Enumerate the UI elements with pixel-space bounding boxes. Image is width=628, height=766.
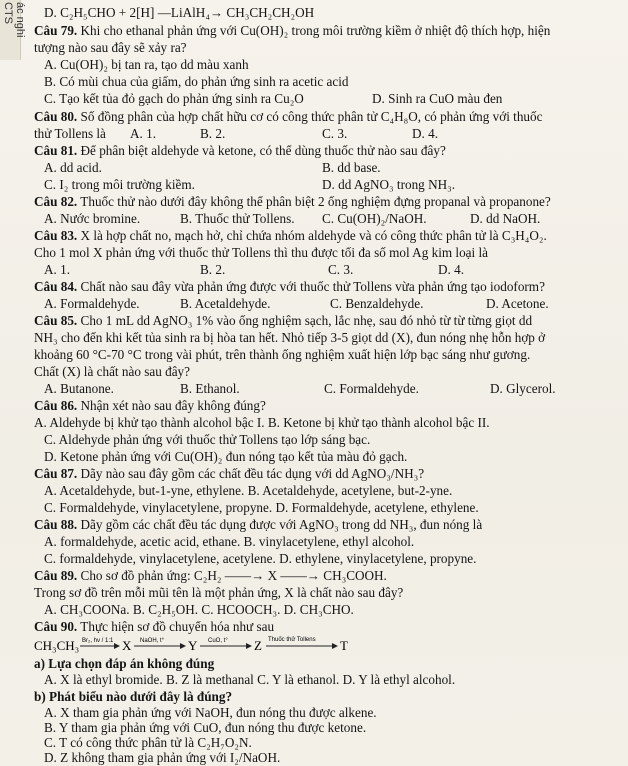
question-79: Câu 79. Khi cho ethanal phản ứng với Cu(OH)₂ trong môi trường kiềm ở nhiệt độ thích hợp, hiện — [34, 23, 551, 38]
question-88: Câu 88. Dãy gồm các chất đều tác dụng được với AgNO₃ trong dd NH₃, đun nóng là — [34, 517, 483, 532]
option-82d: D. dd NaOH. — [470, 211, 541, 226]
question-80-cont: thử Tollens là — [34, 126, 106, 141]
question-87: Câu 87. Dãy nào sau đây gồm các chất đều tác dụng với dd AgNO₃/NH₃? — [34, 466, 425, 481]
option-82b: B. Thuốc thử Tollens. — [180, 211, 295, 226]
option-90a: A. X là ethyl bromide. B. Z là methanal C. Y là ethanol. D. Y là ethyl alcohol. — [44, 672, 456, 687]
option-79c: C. Tạo kết tủa đỏ gạch do phản ứng sinh ra Cu₂O — [44, 91, 304, 106]
option-84b: B. Acetaldehyde. — [180, 296, 271, 311]
option-90b-d: D. Z không tham gia phản ứng với I₂/NaOH. — [44, 750, 281, 765]
option-80c: C. 3. — [322, 126, 348, 141]
option-85b: B. Ethanol. — [180, 381, 240, 396]
question-84: Câu 84. Chất nào sau đây vừa phản ứng được với thuốc thử Tollens vừa phản ứng tạo iodoform? — [34, 279, 545, 294]
scheme-x: X — [122, 638, 132, 653]
option-90b-b: B. Y tham gia phản ứng với CuO, đun nóng thu được ketone. — [44, 720, 367, 735]
question-83: Câu 83. X là hợp chất no, mạch hở, chỉ chứa nhóm aldehyde và có công thức phân tử là C₃H₄O₂. — [34, 228, 547, 243]
option-84c: C. Benzaldehyde. — [330, 296, 424, 311]
option-81c: C. I₂ trong môi trường kiềm. — [44, 177, 195, 192]
question-86: Câu 86. Nhận xét nào sau đây không đúng? — [34, 398, 266, 413]
part-b: b) Phát biểu nào dưới đây là đúng? — [34, 689, 233, 704]
option-87cd: C. Formaldehyde, vinylacetylene, propyne. D. Formaldehyde, acetylene, ethylene. — [44, 500, 479, 515]
scheme-start: CH₃CH₃ — [34, 638, 80, 653]
option-82c: C. Cu(OH)₂/NaOH. — [322, 211, 427, 226]
question-85: Câu 85. Cho 1 mL dd AgNO₃ 1% vào ống nghiệm sạch, lắc nhẹ, sau đó nhỏ từ từ từng giọt dd — [34, 313, 533, 328]
option-85d: D. Glycerol. — [490, 381, 556, 396]
option-80d: D. 4. — [412, 126, 439, 141]
option-83c: C. 3. — [328, 262, 354, 277]
option-85a: A. Butanone. — [44, 381, 114, 396]
margin-strip — [0, 0, 26, 60]
option-79b: B. Có mùi chua của giấm, do phản ứng sinh ra acetic acid — [44, 74, 349, 89]
cond-1: Br₂, hν / 1:1 — [82, 638, 114, 644]
option-89: A. CH₃COONa. B. C₂H₅OH. C. HCOOCH₃. D. CH₃CHO. — [44, 602, 354, 617]
question-89-cont: Trong sơ đồ trên mỗi mũi tên là một phản ứng, X là chất nào sau đây? — [34, 585, 404, 600]
part-a: a) Lựa chọn đáp án không đúng — [34, 656, 215, 671]
option-84a: A. Formaldehyde. — [44, 296, 140, 311]
question-80: Câu 80. Số đồng phân của hợp chất hữu cơ có công thức phân tử C₄H₈O, có phản ứng với thuốc — [34, 109, 543, 124]
option-86d: D. Ketone phản ứng với Cu(OH)₂ đun nóng tạo kết tủa màu đỏ gạch. — [44, 449, 408, 464]
cond-4: Thuốc thử Tollens — [268, 637, 316, 643]
option-81d: D. dd AgNO₃ trong NH₃. — [322, 177, 456, 192]
option-83d: D. 4. — [438, 262, 465, 277]
line-q78d: D. C₂H₅CHO + 2[H] —LiAlH₄→ CH₃CH₂CH₂OH — [44, 5, 315, 20]
option-86c: C. Aldehyde phản ứng với thuốc thử Tollens tạo lớp sáng bạc. — [44, 432, 371, 447]
option-80a: A. 1. — [130, 126, 157, 141]
option-79d: D. Sinh ra CuO màu đen — [372, 91, 503, 106]
question-85-cont1: NH₃ cho đến khi kết tủa sinh ra bị hòa tan hết. Nhỏ tiếp 3-5 giọt dd (X), đun nóng nhẹ hỗn hợp ở — [34, 330, 546, 345]
option-81a: A. dd acid. — [44, 160, 102, 175]
option-88ab: A. formaldehyde, acetic acid, ethane. B. vinylacetylene, ethyl alcohol. — [44, 534, 415, 549]
option-86ab: A. Aldehyde bị khử tạo thành alcohol bậc I. B. Ketone bị khử tạo thành alcohol bậc II. — [34, 415, 490, 430]
option-81b: B. dd base. — [322, 160, 381, 175]
question-89: Câu 89. Cho sơ đồ phản ứng: C₂H₂ ——→ X ——→ CH₃COOH. — [34, 568, 387, 583]
option-85c: C. Formaldehyde. — [324, 381, 419, 396]
question-82: Câu 82. Thuốc thử nào dưới đây không thể phân biệt 2 ống nghiệm đựng propanal và propanone? — [34, 194, 551, 209]
option-80b: B. 2. — [200, 126, 226, 141]
cond-2: NaOH, t° — [140, 638, 165, 644]
option-83b: B. 2. — [200, 262, 226, 277]
question-79-cont: tượng nào sau đây sẽ xảy ra? — [34, 40, 187, 55]
cond-3: CuO, t° — [208, 638, 228, 644]
option-88cd: C. formaldehyde, vinylacetylene, acetylene. D. ethylene, vinylacetylene, propyne. — [44, 551, 477, 566]
option-90b-c: C. T có công thức phân tử là C₂H₇O₂N. — [44, 735, 252, 750]
option-83a: A. 1. — [44, 262, 71, 277]
option-90b-a: A. X tham gia phản ứng với NaOH, đun nóng thu được alkene. — [44, 705, 377, 720]
scheme-y: Y — [188, 638, 198, 653]
question-81: Câu 81. Để phân biệt aldehyde và ketone, có thể dùng thuốc thử nào sau đây? — [34, 143, 446, 158]
option-79a: A. Cu(OH)₂ bị tan ra, tạo dd màu xanh — [44, 57, 249, 72]
question-83-cont: Cho 1 mol X phản ứng với thuốc thử Tollens thì thu được tối đa số mol Ag kim loại là — [34, 245, 489, 260]
reaction-scheme-svg — [34, 634, 454, 656]
option-84d: D. Acetone. — [486, 296, 549, 311]
scheme-z: Z — [254, 638, 262, 653]
question-85-cont2: khoảng 60 °C-70 °C trong vài phút, trên thành ống nghiệm xuất hiện lớp bạc sáng như gương. — [34, 347, 531, 362]
question-85-cont3: Chất (X) là chất nào sau đây? — [34, 364, 190, 379]
question-90: Câu 90. Thực hiện sơ đồ chuyển hóa như sau — [34, 619, 275, 634]
option-82a: A. Nước bromine. — [44, 211, 141, 226]
scheme-t: T — [340, 638, 348, 653]
margin-text: ác nghi CTS — [2, 2, 26, 38]
option-87ab: A. Acetaldehyde, but-1-yne, ethylene. B. Acetaldehyde, acetylene, but-2-yne. — [44, 483, 453, 498]
